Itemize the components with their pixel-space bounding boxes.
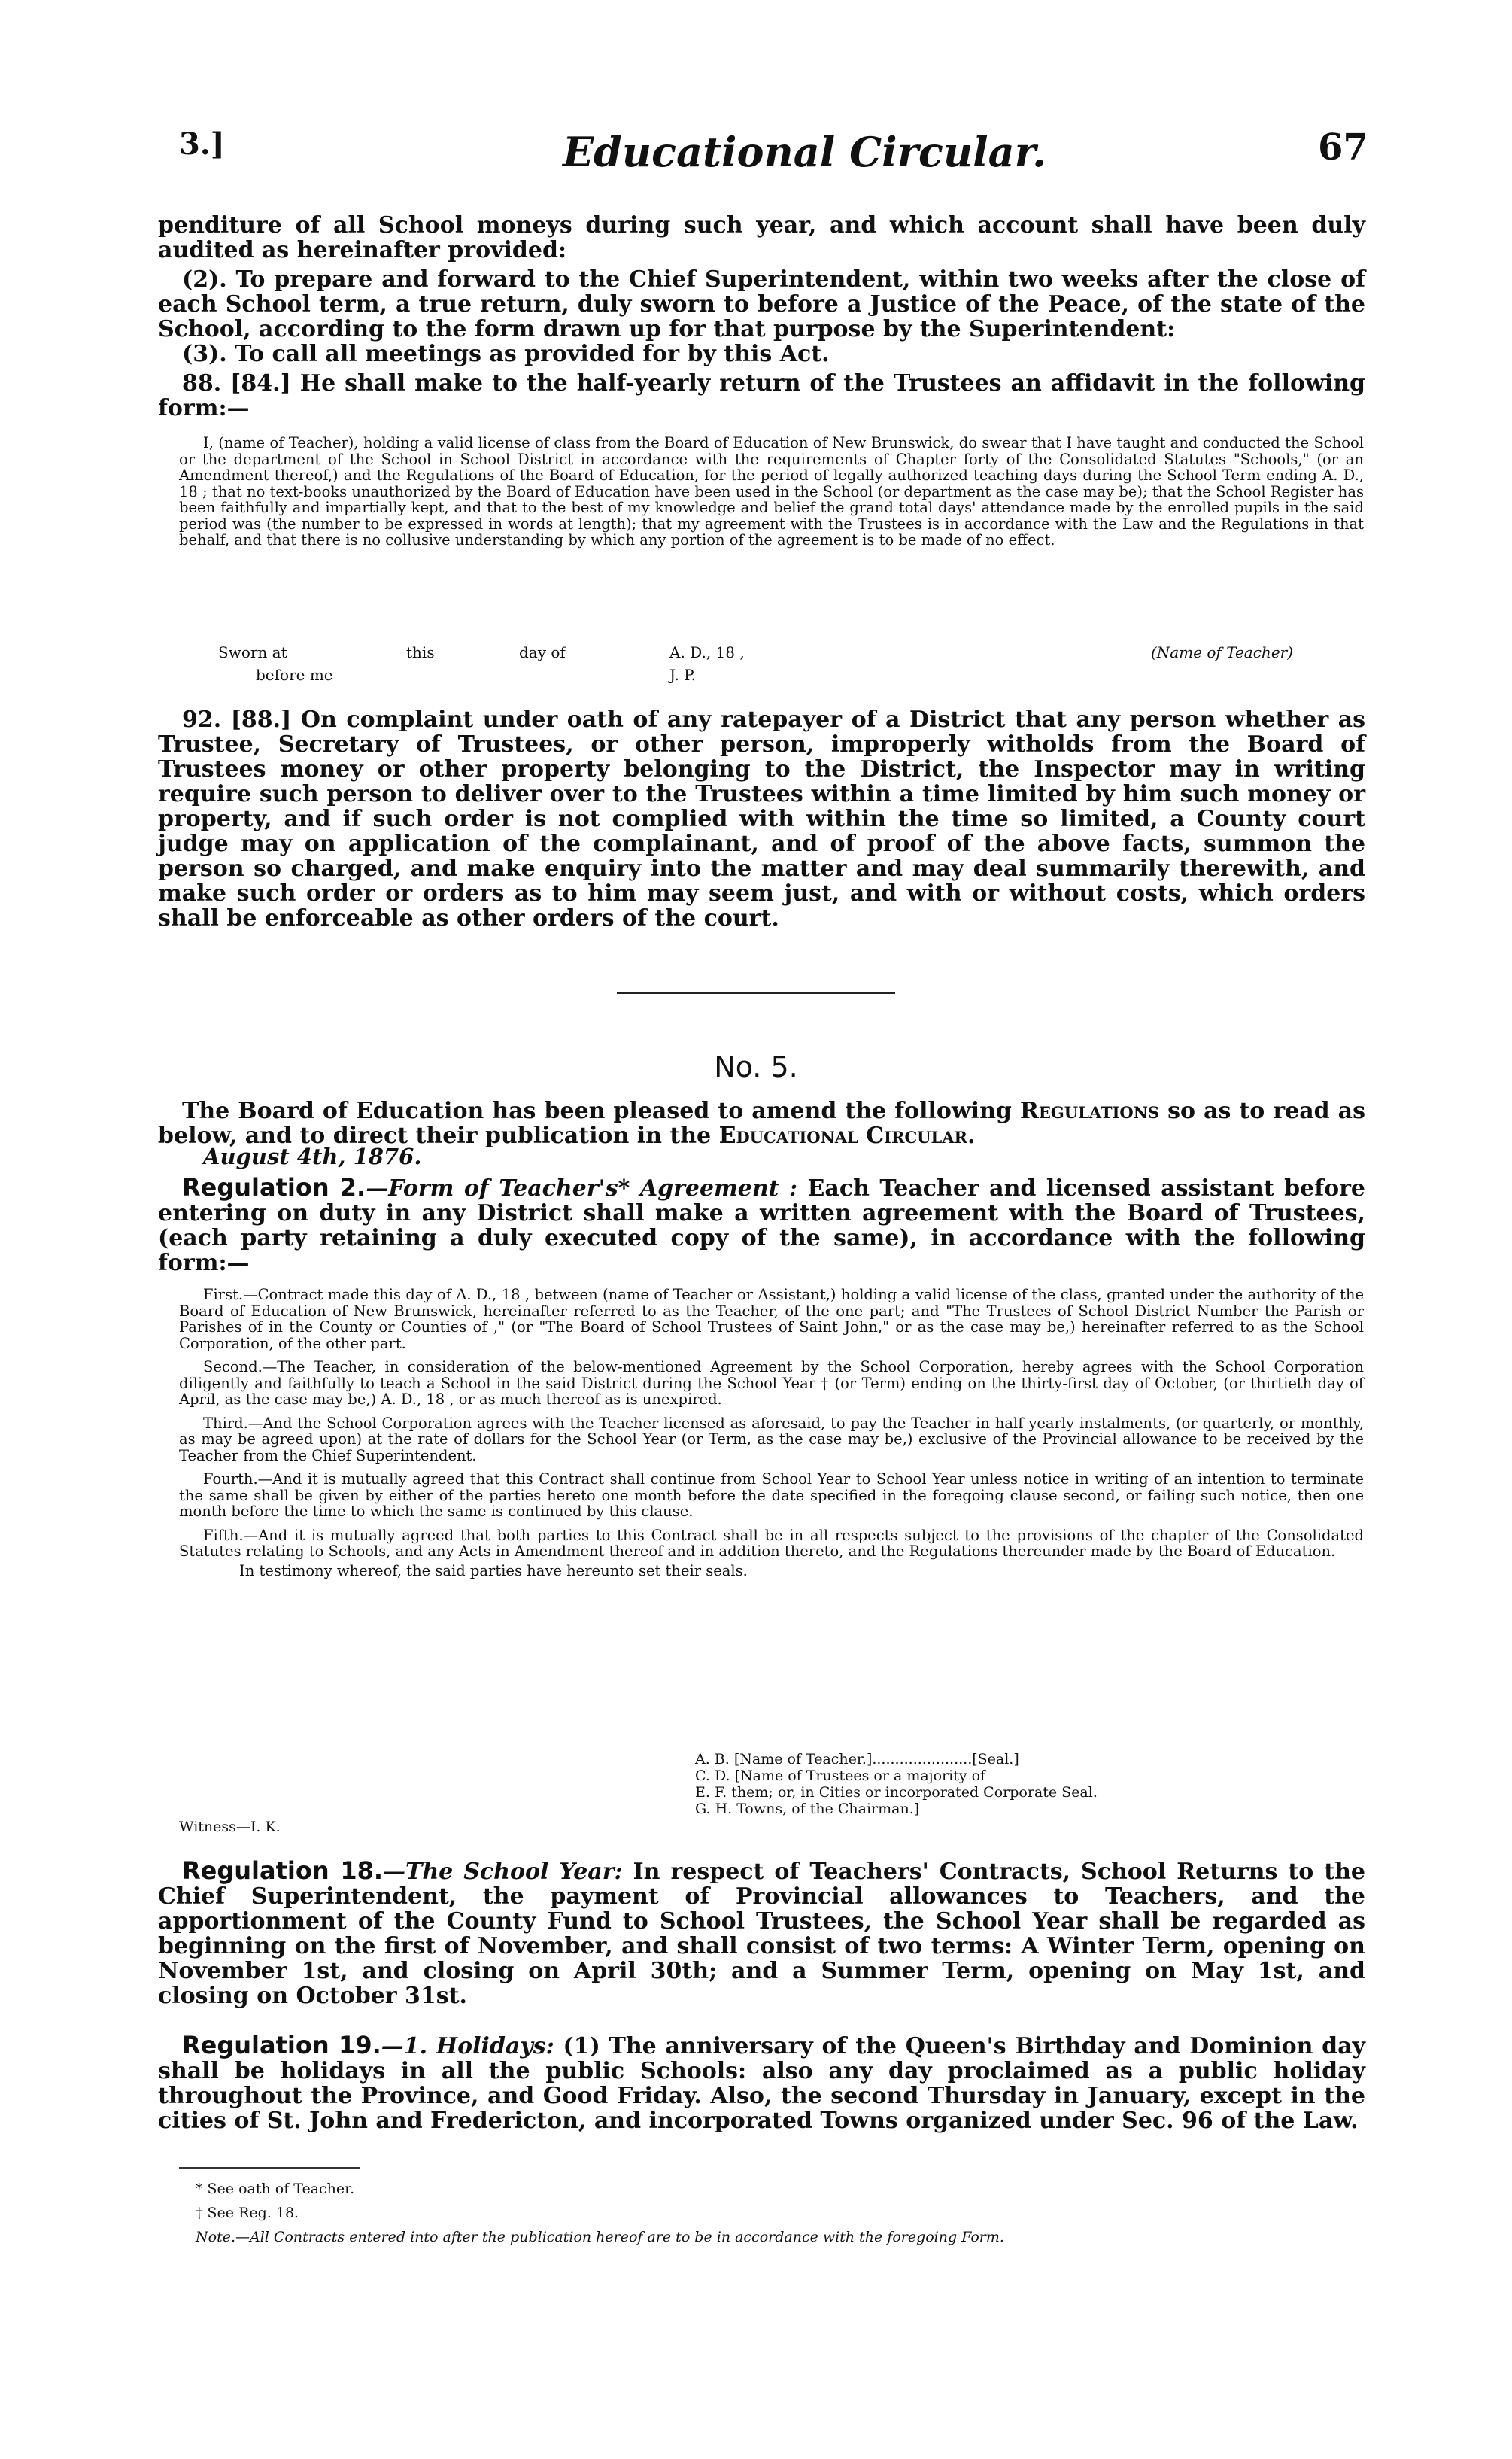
regulation-18 [158,1856,1366,2009]
agreement-fourth: Fourth.—And it is mutually agreed that this Contract shall continue from School Year to School Year unless notice in writing of an intention to terminate the same shall be given by either of the parties hereto one month before the date specified in the foregoing clause second, or failing such notice, then one month before the time to which the same is continued by this clause. [179,1470,1364,1520]
witness-line: Witness—I. K. [179,1819,281,1835]
jp-label: J. P. [669,666,696,684]
no5-date: August 4th, 1876. [203,1144,422,1169]
agreement-fifth: Fifth.—And it is mutually agreed that both parties to this Contract shall be in all respects subject to the provisions of the chapter of the Consolidated Statutes relating to Schools, and any Acts in Amendment thereof and in addition thereto, and the Regulations thereunder made by the Board of Education. [179,1526,1364,1560]
footnote-note: Note.—All Contracts entered into after the publication hereof are to be in accordance with the foregoing Form. [196,2229,1004,2245]
agreement-form [179,1287,1364,1579]
signature-ef: E. F. them; or, in Cities or incorporated Corporate Seal. [695,1784,1098,1801]
signature-gh: G. H. Towns, of the Chairman.] [695,1801,920,1817]
regulation-2-body: Each Teacher and licensed assistant before entering on duty in any District shall make a written agreement with the Board of Trustees, (each party retaining a duly executed copy of the same), in accordance with the following form:— [158,1175,1366,1276]
no5-intro-text [158,1099,1365,1148]
header-number: 3.] [179,126,225,162]
regulation-19-body: (1) The anniversary of the Queen's Birthday and Dominion day shall be holidays in all the public Schools: also any day proclaimed as a public holiday throughout the Province, and Good Friday. Also, the second Thursday in January, except in the cities of St. John and Fredericton, and incorporated Towns organized under Sec. 96 of the Law. [158,2033,1365,2134]
name-of-teacher-label: (Name of Teacher) [1151,643,1294,661]
top-section [158,213,1365,421]
regulation-19 [158,2033,1365,2133]
regulation-2-title: —Form of Teacher's* Agreement : [366,1175,798,1202]
regulation-19-title: —1. Holidays: [381,2033,554,2059]
regulation-2-label: Regulation 2. [182,1173,366,1202]
paragraph-section-88: 88. [84.] He shall make to the half-yearly return of the Trustees an affidavit in the following form:— [158,370,1365,421]
ad-label: A. D., 18 , [669,643,745,661]
regulation-19-text [158,2033,1365,2133]
paragraph-return: (2). To prepare and forward to the Chief Superintendent, within two weeks after the close of each School term, a true return, duly sworn to before a Justice of the Peace, of the state of the School, according to the form drawn up for that purpose by the Superintendent: [158,266,1365,342]
paragraph-section-92: 92. [88.] On complaint under oath of any ratepayer of a District that any person whether as Trustee, Secretary of Trustees, or other person, improperly witholds from the Board of Trustees money or other property belonging to the District, the Inspector may in writing require such person to deliver over to the Trustees within a time limited by him such money or property, and if such order is not complied with within the time so limited, a County court judge may on application of the complainant, and of proof of the above facts, summon the person so charged, and make enquiry into the matter and may deal summarily therewith, and make such order or orders as to him may seem just, and with or without costs, which orders shall be enforceable as other orders of the court. [158,707,1365,932]
day-of-label: day of [519,643,566,661]
intro-part-a: The Board of Education has been pleased to amend the following [182,1098,1020,1124]
signature-ab: A. B. [Name of Teacher.]......................[Seal.] [695,1751,1019,1768]
paragraph-meetings: (3). To call all meetings as provided for by this Act. [182,341,830,367]
regulation-18-body: In respect of Teachers' Contracts, School Returns to the Chief Superintendent, the payment of Provincial allowances to Teachers, and the apportionment of the County Fund to School Trustees, the School Year shall be regarded as beginning on the first of November, and shall consist of two terms: A Winter Term, opening on November 1st, and closing on April 30th; and a Summer Term, opening on May 1st, and closing on October 31st. [158,1859,1366,2009]
intro-circular: Educational Circular. [718,1123,976,1149]
regulation-18-label: Regulation 18. [182,1856,384,1885]
footnote-2: † See Reg. 18. [196,2205,299,2221]
page-number: 67 [1318,126,1368,169]
agreement-first: First.—Contract made this day of A. D., 18 , between (name of Teacher or Assistant,) holding a valid license of the class, granted under the authority of the Board of Education of New Brunswick, hereinafter referred to as the Teacher, of the one part; and "The Trustees of School District Number the Parish or Parishes of in the County or Counties of ," (or "The Board of School Trustees of Saint John," or as the case may be,) hereinafter referred to as the School Corporation, of the other part. [179,1286,1364,1352]
agreement-second: Second.—The Teacher, in consideration of the below-mentioned Agreement by the School Corporation, hereby agrees with the School Corporation diligently and faithfully to teach a School in the said District during the School Year † (or Term) ending on the thirty-first day of October, (or thirtieth day of April, as the case may be,) A. D., 18 , or as much thereof as is unexpired. [179,1358,1364,1408]
regulation-19-label: Regulation 19. [182,2031,381,2059]
affidavit-text: I, (name of Teacher), holding a valid license of class from the Board of Education of New Brunswick, do swear that I have taught and conducted the School or the department of the School in School District in accordance with the requirements of Chapter forty of the Consolidated Statutes "Schools," (or an Amendment thereof,) and the Regulations of the Board of Education, for the period of legally authorized teaching days during the School Term ending A. D., 18 ; that no text-books unauthorized by the Board of Education have been used in the School (or department as the case may be); that the School Register has been faithfully and impartially kept, and that to the best of my knowledge and belief the grand total days' attendance made by the enrolled pupils in the said period was (the number to be expressed in words at length); that my agreement with the Trustees is in accordance with the Law and the Regulations in that behalf, and that there is no collusive understanding by which any portion of the agreement is to be made of no effect. [179,434,1364,549]
this-label: this [406,643,435,661]
section-92 [158,707,1365,931]
affidavit-signature-block [218,644,1362,689]
signature-cd: C. D. [Name of Trustees or a majority of [695,1768,986,1784]
affidavit-form [179,435,1364,549]
regulation-2 [158,1175,1365,1275]
no5-intro [158,1099,1365,1148]
footnote-rule [179,2167,360,2169]
section-divider [617,992,895,994]
agreement-testimony: In testimony whereof, the said parties have hereunto set their seals. [239,1561,748,1579]
paragraph-expenditure: penditure of all School moneys during such year, and which account shall have been duly audited as hereinafter provided: [158,212,1365,263]
no5-heading: No. 5. [714,1050,798,1084]
agreement-third: Third.—And the School Corporation agrees with the Teacher licensed as aforesaid, to pay the Teacher in half yearly instalments, (or quarterly, or monthly, as may be agreed upon) at the rate of dollars for the School Year (or Term, as the case may be,) exclusive of the Provincial allowance to be received by the Teacher from the Chief Superintendent. [179,1414,1364,1464]
regulation-18-text [158,1856,1366,2009]
regulation-2-text [158,1175,1365,1275]
intro-regulations: Regulations [1019,1098,1160,1124]
intro-part-b: so as to read as below, and to direct their publication in the [158,1098,1365,1149]
footnote-1: * See oath of Teacher. [196,2181,355,2197]
header-title: Educational Circular. [563,128,1046,176]
before-me-label: before me [256,666,333,684]
regulation-18-title: —The School Year: [383,1859,623,1885]
sworn-at-label: Sworn at [218,643,287,661]
